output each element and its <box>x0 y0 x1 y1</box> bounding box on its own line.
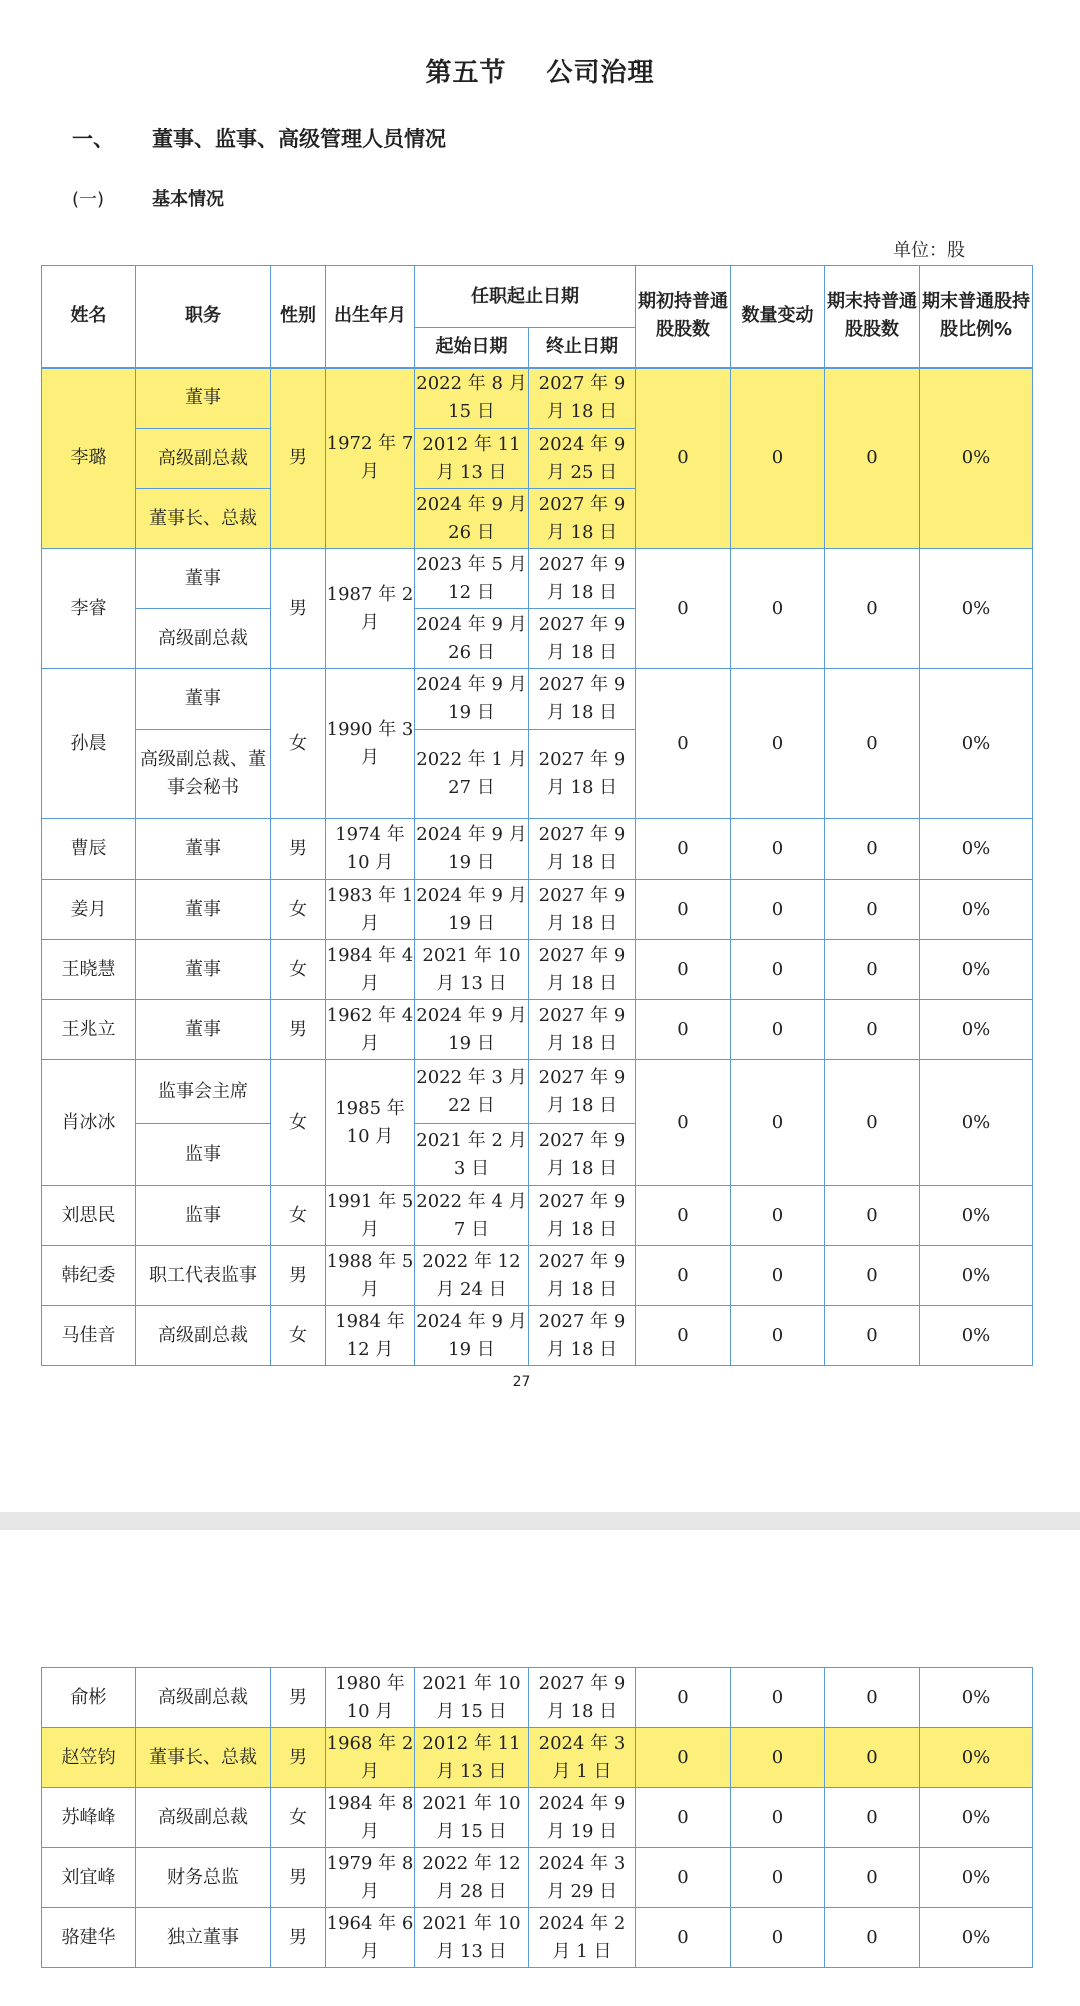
cell-end-date: 2027 年 9 月 18 日 <box>529 1000 636 1060</box>
cell-shares-end: 0 <box>825 1908 920 1968</box>
header-end: 终止日期 <box>529 328 636 368</box>
table-row <box>42 669 1033 730</box>
cell-gender: 女 <box>271 1186 326 1246</box>
cell-ratio: 0% <box>920 368 1033 549</box>
cell-gender: 女 <box>271 669 326 819</box>
cell-shares-end: 0 <box>825 940 920 1000</box>
cell-shares-end: 0 <box>825 1788 920 1848</box>
cell-end-date: 2024 年 2 月 1 日 <box>529 1908 636 1968</box>
cell-name: 李璐 <box>42 368 136 549</box>
table-row <box>42 1788 1033 1848</box>
header-ratio: 期末普通股持股比例% <box>920 266 1033 368</box>
cell-end-date: 2027 年 9 月 18 日 <box>529 1060 636 1124</box>
cell-shares-begin: 0 <box>636 1246 731 1306</box>
header-name: 姓名 <box>42 266 136 368</box>
cell-shares-begin: 0 <box>636 669 731 819</box>
cell-shares-begin: 0 <box>636 940 731 1000</box>
table-row <box>42 1186 1033 1246</box>
cell-start-date: 2021 年 2 月 3 日 <box>415 1124 529 1186</box>
cell-position: 高级副总裁、董事会秘书 <box>136 730 271 819</box>
cell-birth: 1983 年 1 月 <box>326 880 415 940</box>
cell-change: 0 <box>731 1246 825 1306</box>
cell-ratio: 0% <box>920 1246 1033 1306</box>
cell-ratio: 0% <box>920 549 1033 669</box>
cell-change: 0 <box>731 1728 825 1788</box>
cell-name: 刘宜峰 <box>42 1848 136 1908</box>
table-row <box>42 1306 1033 1366</box>
cell-position: 财务总监 <box>136 1848 271 1908</box>
cell-birth: 1988 年 5 月 <box>326 1246 415 1306</box>
subsubheading <box>72 185 224 211</box>
cell-shares-begin: 0 <box>636 819 731 880</box>
cell-start-date: 2024 年 9 月 26 日 <box>415 609 529 669</box>
table-row <box>42 1000 1033 1060</box>
cell-name: 孙晨 <box>42 669 136 819</box>
cell-end-date: 2024 年 9 月 25 日 <box>529 429 636 489</box>
directors-table-continued <box>41 1667 1033 1968</box>
cell-ratio: 0% <box>920 1000 1033 1060</box>
cell-change: 0 <box>731 1186 825 1246</box>
cell-shares-end: 0 <box>825 1306 920 1366</box>
cell-name: 俞彬 <box>42 1668 136 1728</box>
cell-shares-begin: 0 <box>636 880 731 940</box>
cell-shares-begin: 0 <box>636 1186 731 1246</box>
header-start: 起始日期 <box>415 328 529 368</box>
cell-name: 刘思民 <box>42 1186 136 1246</box>
cell-position: 董事 <box>136 549 271 609</box>
cell-start-date: 2024 年 9 月 19 日 <box>415 1000 529 1060</box>
cell-position: 高级副总裁 <box>136 609 271 669</box>
cell-change: 0 <box>731 669 825 819</box>
cell-gender: 女 <box>271 940 326 1000</box>
cell-gender: 女 <box>271 880 326 940</box>
cell-ratio: 0% <box>920 1306 1033 1366</box>
table-row <box>42 1060 1033 1124</box>
cell-end-date: 2024 年 3 月 29 日 <box>529 1848 636 1908</box>
cell-start-date: 2021 年 10 月 15 日 <box>415 1668 529 1728</box>
cell-end-date: 2027 年 9 月 18 日 <box>529 669 636 730</box>
cell-shares-end: 0 <box>825 1728 920 1788</box>
header-end-shares: 期末持普通股股数 <box>825 266 920 368</box>
cell-ratio: 0% <box>920 940 1033 1000</box>
subheading-text: 董事、监事、高级管理人员情况 <box>152 127 446 151</box>
cell-name: 王晓慧 <box>42 940 136 1000</box>
header-change: 数量变动 <box>731 266 825 368</box>
cell-shares-end: 0 <box>825 1848 920 1908</box>
subheading-number: 一、 <box>72 127 114 151</box>
cell-ratio: 0% <box>920 819 1033 880</box>
cell-gender: 女 <box>271 1306 326 1366</box>
section-number: 第五节 <box>425 58 507 88</box>
cell-shares-end: 0 <box>825 549 920 669</box>
cell-end-date: 2024 年 3 月 1 日 <box>529 1728 636 1788</box>
cell-start-date: 2021 年 10 月 13 日 <box>415 1908 529 1968</box>
cell-shares-begin: 0 <box>636 549 731 669</box>
cell-name: 王兆立 <box>42 1000 136 1060</box>
cell-name: 曹辰 <box>42 819 136 880</box>
cell-change: 0 <box>731 940 825 1000</box>
cell-shares-begin: 0 <box>636 1848 731 1908</box>
cell-end-date: 2027 年 9 月 18 日 <box>529 880 636 940</box>
cell-ratio: 0% <box>920 1060 1033 1186</box>
cell-position: 董事 <box>136 819 271 880</box>
cell-name: 马佳音 <box>42 1306 136 1366</box>
cell-name: 苏峰峰 <box>42 1788 136 1848</box>
cell-position: 职工代表监事 <box>136 1246 271 1306</box>
cell-ratio: 0% <box>920 1848 1033 1908</box>
cell-start-date: 2022 年 4 月 7 日 <box>415 1186 529 1246</box>
cell-end-date: 2027 年 9 月 18 日 <box>529 549 636 609</box>
cell-gender: 女 <box>271 1788 326 1848</box>
table-row <box>42 940 1033 1000</box>
cell-start-date: 2024 年 9 月 19 日 <box>415 669 529 730</box>
table-body-continued <box>42 1668 1033 1968</box>
cell-birth: 1984 年 4 月 <box>326 940 415 1000</box>
cell-shares-end: 0 <box>825 1246 920 1306</box>
cell-birth: 1980 年 10 月 <box>326 1668 415 1728</box>
cell-gender: 男 <box>271 1000 326 1060</box>
cell-gender: 男 <box>271 1728 326 1788</box>
header-term: 任职起止日期 <box>415 266 636 328</box>
cell-position: 高级副总裁 <box>136 429 271 489</box>
cell-gender: 女 <box>271 1060 326 1186</box>
cell-change: 0 <box>731 1306 825 1366</box>
cell-shares-end: 0 <box>825 1668 920 1728</box>
cell-shares-end: 0 <box>825 368 920 549</box>
table-row <box>42 1728 1033 1788</box>
cell-gender: 男 <box>271 368 326 549</box>
header-birth: 出生年月 <box>326 266 415 368</box>
cell-position: 董事长、总裁 <box>136 1728 271 1788</box>
section-name: 公司治理 <box>546 58 655 88</box>
cell-start-date: 2022 年 1 月 27 日 <box>415 730 529 819</box>
table-row <box>42 1908 1033 1968</box>
cell-birth: 1962 年 4 月 <box>326 1000 415 1060</box>
cell-start-date: 2012 年 11 月 13 日 <box>415 1728 529 1788</box>
page-number: 27 <box>512 1374 531 1390</box>
cell-position: 高级副总裁 <box>136 1306 271 1366</box>
cell-position: 监事 <box>136 1124 271 1186</box>
cell-start-date: 2021 年 10 月 13 日 <box>415 940 529 1000</box>
cell-change: 0 <box>731 1908 825 1968</box>
cell-change: 0 <box>731 1788 825 1848</box>
table-row <box>42 549 1033 609</box>
cell-end-date: 2027 年 9 月 18 日 <box>529 1306 636 1366</box>
cell-name: 李睿 <box>42 549 136 669</box>
cell-birth: 1991 年 5 月 <box>326 1186 415 1246</box>
cell-name: 韩纪委 <box>42 1246 136 1306</box>
cell-ratio: 0% <box>920 1908 1033 1968</box>
table-body <box>42 368 1033 1366</box>
cell-birth: 1984 年 12 月 <box>326 1306 415 1366</box>
cell-change: 0 <box>731 1848 825 1908</box>
cell-end-date: 2027 年 9 月 18 日 <box>529 609 636 669</box>
cell-position: 董事长、总裁 <box>136 489 271 549</box>
cell-gender: 男 <box>271 819 326 880</box>
cell-name: 肖冰冰 <box>42 1060 136 1186</box>
cell-position: 高级副总裁 <box>136 1788 271 1848</box>
cell-position: 董事 <box>136 940 271 1000</box>
cell-position: 独立董事 <box>136 1908 271 1968</box>
cell-shares-begin: 0 <box>636 1306 731 1366</box>
cell-start-date: 2024 年 9 月 19 日 <box>415 880 529 940</box>
cell-start-date: 2022 年 12 月 28 日 <box>415 1848 529 1908</box>
cell-shares-end: 0 <box>825 1186 920 1246</box>
cell-end-date: 2027 年 9 月 18 日 <box>529 1246 636 1306</box>
cell-birth: 1968 年 2 月 <box>326 1728 415 1788</box>
cell-gender: 男 <box>271 1668 326 1728</box>
unit-label: 单位：股 <box>893 240 965 261</box>
cell-shares-end: 0 <box>825 669 920 819</box>
cell-name: 赵笠钧 <box>42 1728 136 1788</box>
cell-shares-end: 0 <box>825 1060 920 1186</box>
cell-birth: 1985 年 10 月 <box>326 1060 415 1186</box>
cell-start-date: 2012 年 11 月 13 日 <box>415 429 529 489</box>
subsubheading-number: (一) <box>72 189 105 210</box>
cell-change: 0 <box>731 880 825 940</box>
header-position: 职务 <box>136 266 271 368</box>
cell-end-date: 2027 年 9 月 18 日 <box>529 368 636 429</box>
table-row <box>42 1668 1033 1728</box>
cell-birth: 1990 年 3 月 <box>326 669 415 819</box>
cell-change: 0 <box>731 549 825 669</box>
cell-gender: 男 <box>271 1908 326 1968</box>
cell-change: 0 <box>731 1000 825 1060</box>
header-begin-shares: 期初持普通股股数 <box>636 266 731 368</box>
cell-shares-begin: 0 <box>636 1788 731 1848</box>
cell-start-date: 2024 年 9 月 19 日 <box>415 819 529 880</box>
cell-position: 高级副总裁 <box>136 1668 271 1728</box>
cell-shares-end: 0 <box>825 819 920 880</box>
cell-end-date: 2027 年 9 月 18 日 <box>529 1124 636 1186</box>
cell-end-date: 2027 年 9 月 18 日 <box>529 1186 636 1246</box>
page-break <box>0 1512 1080 1530</box>
cell-gender: 男 <box>271 1246 326 1306</box>
cell-start-date: 2021 年 10 月 15 日 <box>415 1788 529 1848</box>
cell-start-date: 2022 年 3 月 22 日 <box>415 1060 529 1124</box>
cell-start-date: 2024 年 9 月 26 日 <box>415 489 529 549</box>
cell-shares-begin: 0 <box>636 368 731 549</box>
table-row <box>42 1246 1033 1306</box>
cell-end-date: 2027 年 9 月 18 日 <box>529 1668 636 1728</box>
cell-start-date: 2022 年 12 月 24 日 <box>415 1246 529 1306</box>
cell-shares-begin: 0 <box>636 1908 731 1968</box>
cell-name: 骆建华 <box>42 1908 136 1968</box>
table-row <box>42 880 1033 940</box>
cell-end-date: 2027 年 9 月 18 日 <box>529 819 636 880</box>
cell-ratio: 0% <box>920 669 1033 819</box>
cell-shares-end: 0 <box>825 880 920 940</box>
cell-position: 监事 <box>136 1186 271 1246</box>
cell-birth: 1972 年 7 月 <box>326 368 415 549</box>
cell-ratio: 0% <box>920 1186 1033 1246</box>
cell-ratio: 0% <box>920 1668 1033 1728</box>
cell-end-date: 2024 年 9 月 19 日 <box>529 1788 636 1848</box>
cell-change: 0 <box>731 819 825 880</box>
table-header <box>42 266 1033 368</box>
cell-change: 0 <box>731 1668 825 1728</box>
cell-start-date: 2024 年 9 月 19 日 <box>415 1306 529 1366</box>
subsubheading-text: 基本情况 <box>152 189 224 210</box>
section-title <box>0 52 1080 89</box>
cell-position: 董事 <box>136 368 271 429</box>
cell-ratio: 0% <box>920 880 1033 940</box>
cell-birth: 1974 年 10 月 <box>326 819 415 880</box>
cell-position: 董事 <box>136 1000 271 1060</box>
cell-ratio: 0% <box>920 1788 1033 1848</box>
cell-name: 姜月 <box>42 880 136 940</box>
table-row <box>42 368 1033 429</box>
cell-change: 0 <box>731 1060 825 1186</box>
cell-shares-begin: 0 <box>636 1060 731 1186</box>
table-row <box>42 1848 1033 1908</box>
cell-position: 董事 <box>136 669 271 730</box>
cell-shares-end: 0 <box>825 1000 920 1060</box>
subheading <box>72 123 446 153</box>
cell-birth: 1987 年 2 月 <box>326 549 415 669</box>
cell-birth: 1964 年 6 月 <box>326 1908 415 1968</box>
cell-change: 0 <box>731 368 825 549</box>
cell-gender: 男 <box>271 549 326 669</box>
table-row <box>42 819 1033 880</box>
directors-table <box>41 265 1033 1366</box>
cell-shares-begin: 0 <box>636 1668 731 1728</box>
cell-ratio: 0% <box>920 1728 1033 1788</box>
cell-end-date: 2027 年 9 月 18 日 <box>529 730 636 819</box>
cell-gender: 男 <box>271 1848 326 1908</box>
cell-birth: 1979 年 8 月 <box>326 1848 415 1908</box>
cell-end-date: 2027 年 9 月 18 日 <box>529 489 636 549</box>
cell-end-date: 2027 年 9 月 18 日 <box>529 940 636 1000</box>
cell-start-date: 2022 年 8 月 15 日 <box>415 368 529 429</box>
cell-shares-begin: 0 <box>636 1000 731 1060</box>
cell-position: 监事会主席 <box>136 1060 271 1124</box>
cell-position: 董事 <box>136 880 271 940</box>
cell-shares-begin: 0 <box>636 1728 731 1788</box>
header-gender: 性别 <box>271 266 326 368</box>
cell-start-date: 2023 年 5 月 12 日 <box>415 549 529 609</box>
cell-birth: 1984 年 8 月 <box>326 1788 415 1848</box>
